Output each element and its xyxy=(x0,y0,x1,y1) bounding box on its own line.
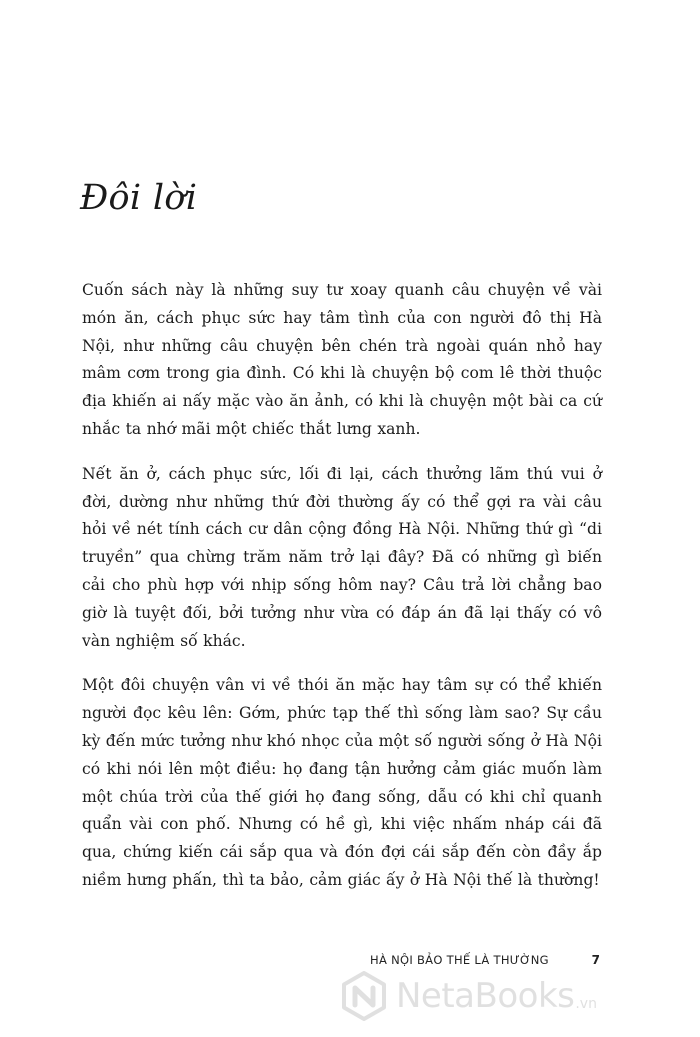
paragraph: Cuốn sách này là những suy tư xoay quanh câu chuyện về vài món ăn, cách phục sức hay tâm tình của con người đô thị Hà Nội, như những câu chuyện bên chén trà ngoài quán nhỏ hay mâm cơm trong gia đình. Có khi là chuyện bộ com lê thời thuộc địa khiến ai nấy mặc vào ăn ảnh, có khi là chuyện một bài ca cứ nhắc ta nhớ mãi một chiếc thắt lưng xanh. xyxy=(82,281,602,438)
running-head: HÀ NỘI BẢO THẾ LÀ THƯỜNG xyxy=(370,953,549,967)
watermark xyxy=(338,968,597,1024)
page-footer xyxy=(370,951,600,969)
paragraph: Nết ăn ở, cách phục sức, lối đi lại, cách thưởng lãm thú vui ở đời, dường như những thứ đời thường ấy có thể gợi ra vài câu hỏi về nét tính cách cư dân cộng đồng Hà Nội. Những thứ gì “di truyền” qua chừng trăm năm trở lại đây? Đã có những gì biến cải cho phù hợp với nhịp sống hôm nay? Câu trả lời chẳng bao giờ là tuyệt đối, bởi tưởng như vừa có đáp án đã lại thấy có vô vàn nghiệm số khác. xyxy=(82,464,602,650)
watermark-brand: NetaBooks xyxy=(396,976,575,1016)
page-number: 7 xyxy=(591,953,600,967)
watermark-suffix: .vn xyxy=(575,996,597,1012)
netabooks-logo-icon xyxy=(338,970,390,1022)
chapter-title: Đôi lời xyxy=(80,178,198,218)
paragraph: Một đôi chuyện vân vi về thói ăn mặc hay tâm sự có thể khiến người đọc kêu lên: Gớm, phức tạp thế thì sống làm sao? Sự cầu kỳ đến mức tưởng như khó nhọc của một số người sống ở Hà Nội có khi nói lên một điều: họ đang tận hưởng cảm giác muốn làm một chúa trời của thế giới họ đang sống, dẫu có khi chỉ quanh quẩn vài con phố. Nhưng có hề gì, khi việc nhấm nháp cái đã qua, chứng kiến cái sắp qua và đón đợi cái sắp đến còn đầy ắp niềm hưng phấn, thì ta bảo, cảm giác ấy ở Hà Nội thế là thường! xyxy=(82,676,602,889)
body-text xyxy=(82,277,602,912)
